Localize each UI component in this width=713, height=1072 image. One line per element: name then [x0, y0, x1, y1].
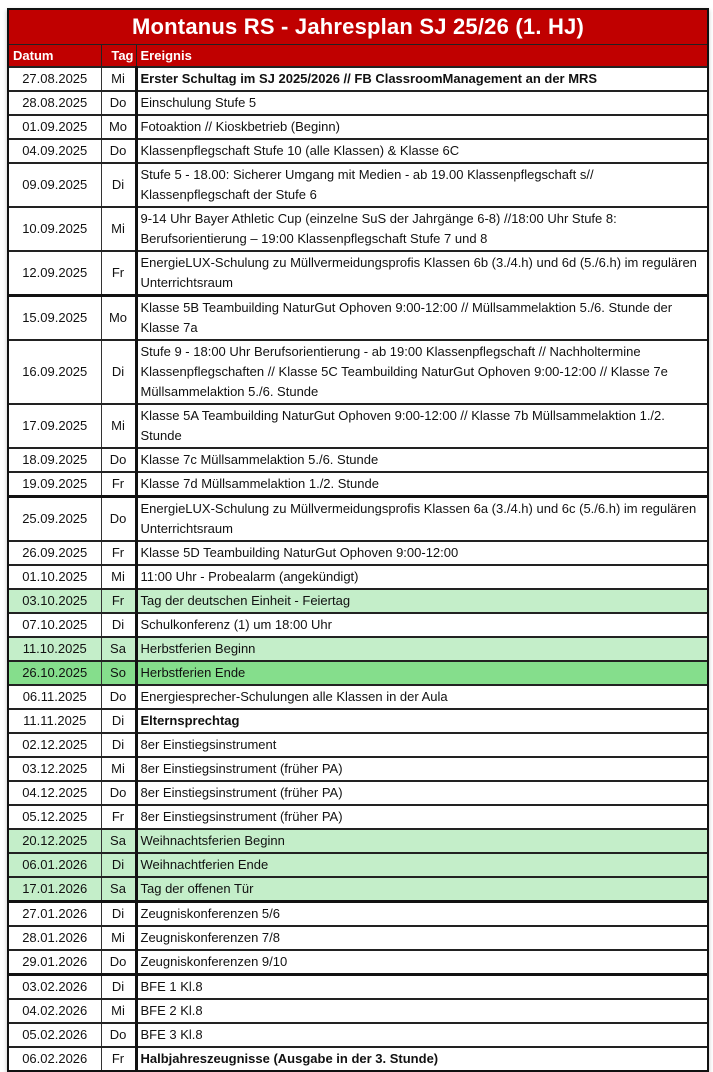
row-date: 28.08.2025: [9, 91, 101, 115]
table-row: [9, 999, 707, 1023]
row-day: Fr: [101, 589, 136, 613]
table-row: [9, 115, 707, 139]
row-day: Do: [101, 448, 136, 472]
row-event: Fotoaktion // Kioskbetrieb (Beginn): [136, 115, 707, 139]
row-date: 27.01.2026: [9, 902, 101, 927]
row-event: Tag der offenen Tür: [136, 877, 707, 902]
table-row: [9, 448, 707, 472]
table-row: [9, 139, 707, 163]
row-event: Klasse 7d Müllsammelaktion 1./2. Stunde: [136, 472, 707, 497]
row-event: Erster Schultag im SJ 2025/2026 // FB ClassroomManagement an der MRS: [136, 67, 707, 91]
table-row: [9, 589, 707, 613]
events-table-body: [9, 67, 707, 1070]
row-date: 12.09.2025: [9, 251, 101, 296]
row-event: Klasse 7c Müllsammelaktion 5./6. Stunde: [136, 448, 707, 472]
row-event: 8er Einstiegsinstrument (früher PA): [136, 805, 707, 829]
row-date: 05.12.2025: [9, 805, 101, 829]
row-date: 16.09.2025: [9, 340, 101, 404]
row-event: BFE 1 Kl.8: [136, 975, 707, 1000]
row-date: 27.08.2025: [9, 67, 101, 91]
column-header-event: Ereignis: [136, 45, 707, 67]
row-day: Sa: [101, 637, 136, 661]
row-day: Do: [101, 91, 136, 115]
table-row: [9, 902, 707, 927]
row-event: Zeugniskonferenzen 9/10: [136, 950, 707, 975]
row-day: Fr: [101, 541, 136, 565]
row-date: 26.09.2025: [9, 541, 101, 565]
table-row: [9, 404, 707, 448]
row-date: 25.09.2025: [9, 497, 101, 542]
row-date: 04.12.2025: [9, 781, 101, 805]
column-header-day: Tag: [101, 45, 136, 67]
row-day: Do: [101, 781, 136, 805]
row-date: 02.12.2025: [9, 733, 101, 757]
row-date: 29.01.2026: [9, 950, 101, 975]
row-event: 8er Einstiegsinstrument (früher PA): [136, 781, 707, 805]
row-date: 01.10.2025: [9, 565, 101, 589]
row-day: Sa: [101, 877, 136, 902]
year-plan-sheet: [7, 8, 709, 1072]
row-date: 06.01.2026: [9, 853, 101, 877]
table-row: [9, 950, 707, 975]
row-day: Fr: [101, 1047, 136, 1070]
row-day: Di: [101, 975, 136, 1000]
table-row: [9, 163, 707, 207]
row-event: Stufe 9 - 18:00 Uhr Berufsorientierung - ab 19:00 Klassenpflegschaft // Nachholtermine Klassenpflegschaften // Klasse 5C Teambuilding NaturGut Ophoven 9:00-12:00 // Klasse 7e Müllsammelaktion 5./6. Stunde: [136, 340, 707, 404]
row-day: Fr: [101, 251, 136, 296]
row-event: 11:00 Uhr - Probealarm (angekündigt): [136, 565, 707, 589]
row-day: Di: [101, 163, 136, 207]
row-event: EnergieLUX-Schulung zu Müllvermeidungsprofis Klassen 6b (3./4.h) und 6d (5./6.h) im regulären Unterrichtsraum: [136, 251, 707, 296]
table-row: [9, 757, 707, 781]
row-event: 9-14 Uhr Bayer Athletic Cup (einzelne SuS der Jahrgänge 6-8) //18:00 Uhr Stufe 8: Berufsorientierung – 19:00 Klassenpflegschaft Stufe 7 und 8: [136, 207, 707, 251]
row-day: Mo: [101, 296, 136, 341]
row-day: Do: [101, 1023, 136, 1047]
row-day: Mi: [101, 999, 136, 1023]
row-day: Mi: [101, 67, 136, 91]
page-title: Montanus RS - Jahresplan SJ 25/26 (1. HJ): [9, 10, 707, 45]
row-event: Herbstferien Ende: [136, 661, 707, 685]
row-date: 01.09.2025: [9, 115, 101, 139]
row-day: Do: [101, 497, 136, 542]
row-event: EnergieLUX-Schulung zu Müllvermeidungsprofis Klassen 6a (3./4.h) und 6c (5./6.h) im regulären Unterrichtsraum: [136, 497, 707, 542]
row-day: Mi: [101, 565, 136, 589]
row-date: 06.02.2026: [9, 1047, 101, 1070]
table-row: [9, 1047, 707, 1070]
row-event: Klasse 5B Teambuilding NaturGut Ophoven 9:00-12:00 // Müllsammelaktion 5./6. Stunde der Klasse 7a: [136, 296, 707, 341]
row-day: So: [101, 661, 136, 685]
row-day: Mi: [101, 207, 136, 251]
row-date: 04.09.2025: [9, 139, 101, 163]
table-row: [9, 781, 707, 805]
row-date: 07.10.2025: [9, 613, 101, 637]
row-date: 15.09.2025: [9, 296, 101, 341]
table-row: [9, 91, 707, 115]
row-date: 03.02.2026: [9, 975, 101, 1000]
row-event: BFE 2 Kl.8: [136, 999, 707, 1023]
row-event: Tag der deutschen Einheit - Feiertag: [136, 589, 707, 613]
table-row: [9, 67, 707, 91]
table-row: [9, 207, 707, 251]
row-date: 17.01.2026: [9, 877, 101, 902]
row-date: 11.10.2025: [9, 637, 101, 661]
row-event: Klassenpflegschaft Stufe 10 (alle Klassen) & Klasse 6C: [136, 139, 707, 163]
table-row: [9, 637, 707, 661]
table-row: [9, 829, 707, 853]
row-event: Elternsprechtag: [136, 709, 707, 733]
row-day: Di: [101, 853, 136, 877]
table-row: [9, 613, 707, 637]
row-event: Weihnachtsferien Beginn: [136, 829, 707, 853]
row-event: Weihnachtferien Ende: [136, 853, 707, 877]
row-event: Einschulung Stufe 5: [136, 91, 707, 115]
column-header-date: Datum: [9, 45, 101, 67]
table-row: [9, 296, 707, 341]
row-event: Energiesprecher-Schulungen alle Klassen in der Aula: [136, 685, 707, 709]
row-day: Di: [101, 613, 136, 637]
row-day: Di: [101, 902, 136, 927]
table-row: [9, 472, 707, 497]
row-event: 8er Einstiegsinstrument: [136, 733, 707, 757]
row-day: Mo: [101, 115, 136, 139]
row-date: 28.01.2026: [9, 926, 101, 950]
table-row: [9, 877, 707, 902]
row-event: Zeugniskonferenzen 7/8: [136, 926, 707, 950]
row-event: Klasse 5A Teambuilding NaturGut Ophoven 9:00-12:00 // Klasse 7b Müllsammelaktion 1./2. Stunde: [136, 404, 707, 448]
row-event: Herbstferien Beginn: [136, 637, 707, 661]
row-date: 10.09.2025: [9, 207, 101, 251]
table-row: [9, 709, 707, 733]
row-event: Halbjahreszeugnisse (Ausgabe in der 3. Stunde): [136, 1047, 707, 1070]
row-event: Stufe 5 - 18.00: Sicherer Umgang mit Medien - ab 19.00 Klassenpflegschaft s// Klassenpflegschaft der Stufe 6: [136, 163, 707, 207]
events-table: [9, 45, 707, 1070]
row-day: Fr: [101, 805, 136, 829]
row-day: Di: [101, 340, 136, 404]
row-day: Do: [101, 950, 136, 975]
row-day: Mi: [101, 404, 136, 448]
row-day: Di: [101, 733, 136, 757]
table-row: [9, 661, 707, 685]
row-day: Mi: [101, 757, 136, 781]
table-row: [9, 1023, 707, 1047]
table-row: [9, 805, 707, 829]
row-date: 26.10.2025: [9, 661, 101, 685]
table-row: [9, 685, 707, 709]
row-event: Schulkonferenz (1) um 18:00 Uhr: [136, 613, 707, 637]
row-event: BFE 3 Kl.8: [136, 1023, 707, 1047]
table-row: [9, 975, 707, 1000]
row-day: Sa: [101, 829, 136, 853]
row-date: 18.09.2025: [9, 448, 101, 472]
table-row: [9, 926, 707, 950]
row-date: 20.12.2025: [9, 829, 101, 853]
row-date: 05.02.2026: [9, 1023, 101, 1047]
table-row: [9, 565, 707, 589]
row-date: 17.09.2025: [9, 404, 101, 448]
row-event: Klasse 5D Teambuilding NaturGut Ophoven 9:00-12:00: [136, 541, 707, 565]
table-row: [9, 251, 707, 296]
row-day: Do: [101, 139, 136, 163]
column-header-row: [9, 45, 707, 67]
row-event: Zeugniskonferenzen 5/6: [136, 902, 707, 927]
row-day: Do: [101, 685, 136, 709]
table-row: [9, 733, 707, 757]
row-date: 11.11.2025: [9, 709, 101, 733]
row-event: 8er Einstiegsinstrument (früher PA): [136, 757, 707, 781]
row-date: 04.02.2026: [9, 999, 101, 1023]
row-day: Mi: [101, 926, 136, 950]
table-row: [9, 340, 707, 404]
row-date: 03.12.2025: [9, 757, 101, 781]
table-row: [9, 497, 707, 542]
table-row: [9, 541, 707, 565]
row-day: Fr: [101, 472, 136, 497]
row-date: 03.10.2025: [9, 589, 101, 613]
row-date: 06.11.2025: [9, 685, 101, 709]
row-date: 19.09.2025: [9, 472, 101, 497]
table-row: [9, 853, 707, 877]
row-day: Di: [101, 709, 136, 733]
row-date: 09.09.2025: [9, 163, 101, 207]
